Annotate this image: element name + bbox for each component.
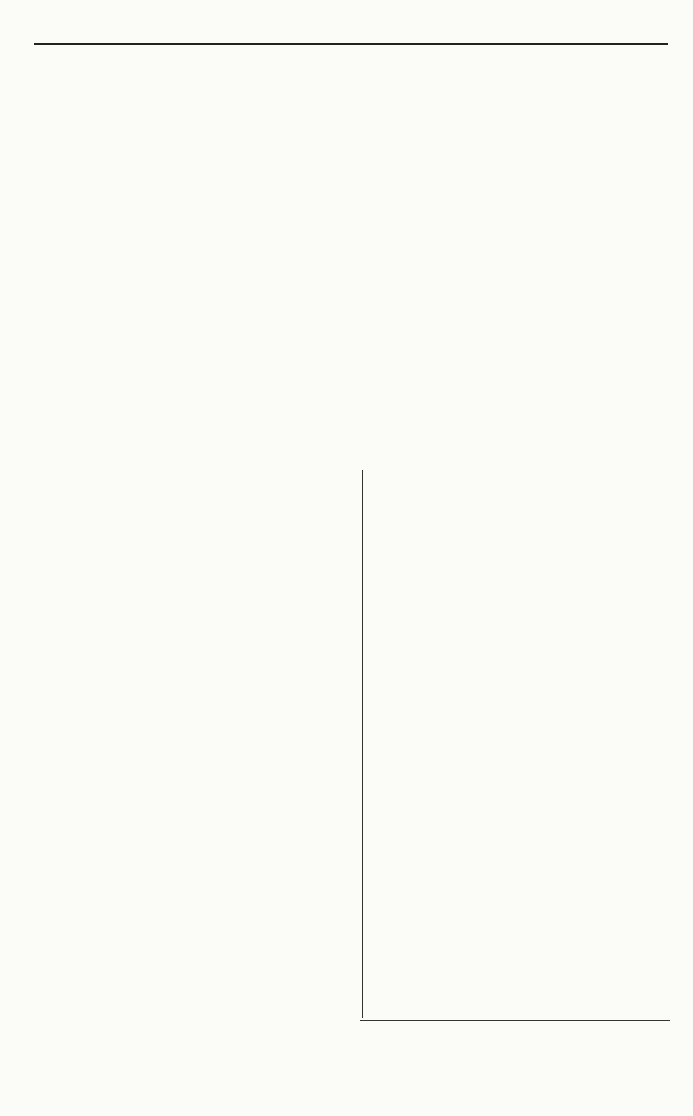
header-rule bbox=[34, 43, 668, 45]
bottom-rule bbox=[360, 1020, 670, 1021]
column-divider bbox=[362, 470, 363, 1018]
page-header bbox=[30, 20, 670, 44]
